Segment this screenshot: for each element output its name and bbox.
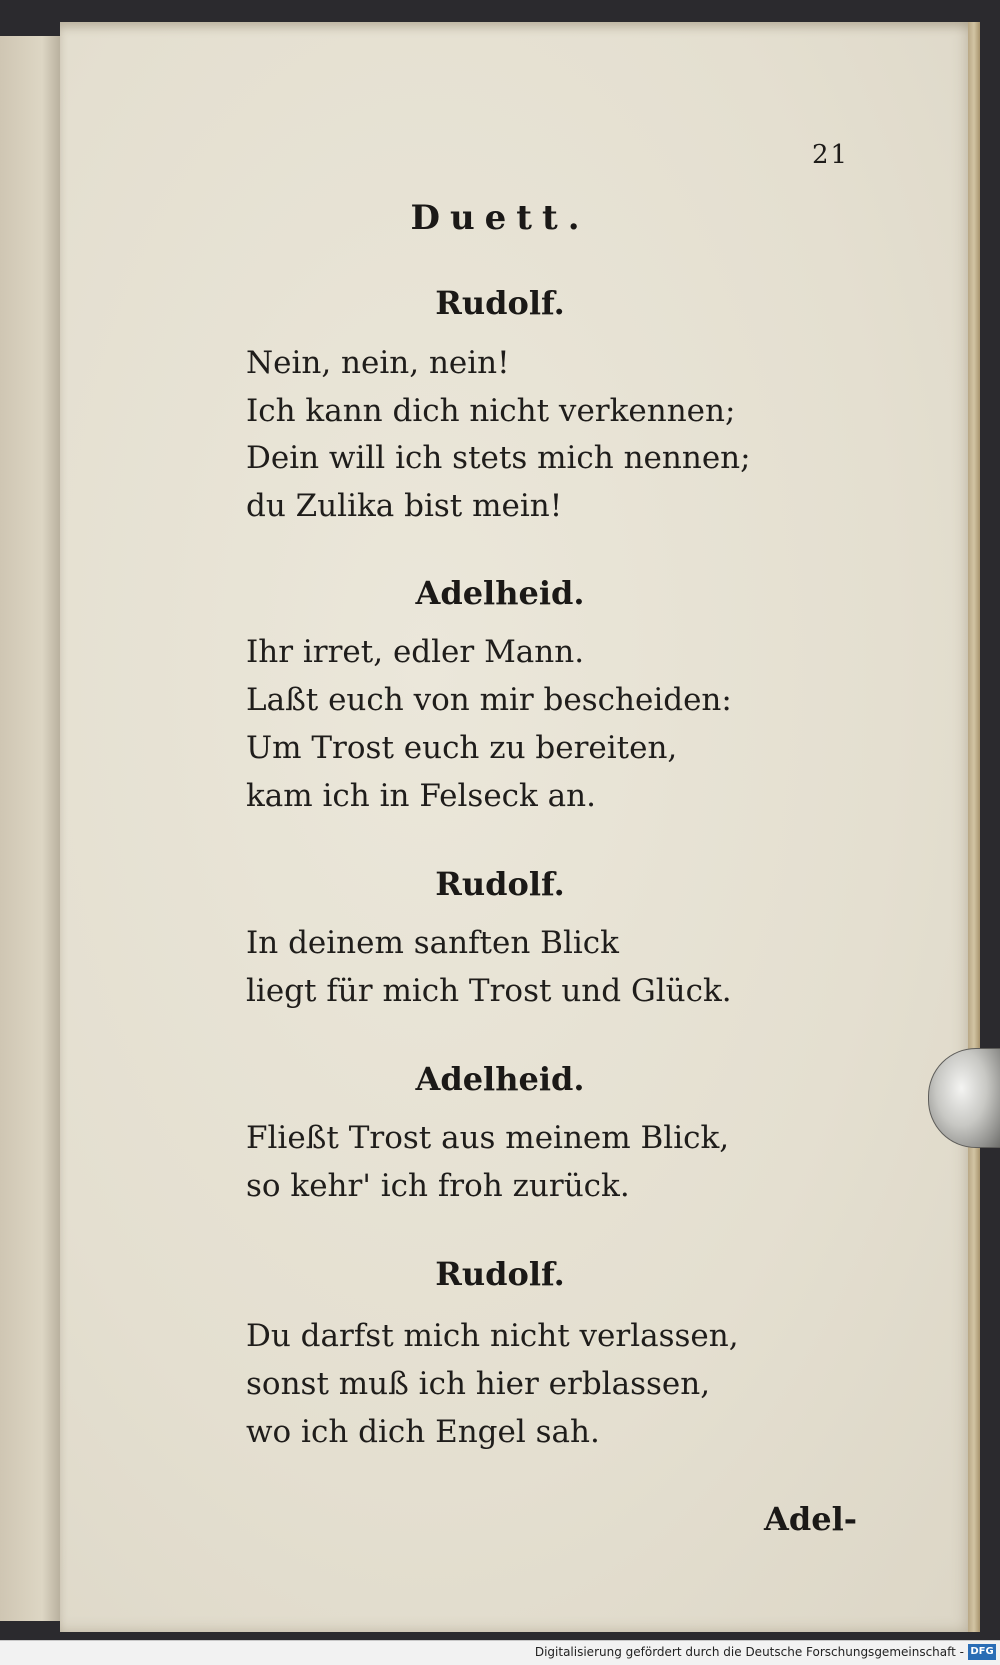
verse-line: wo ich dich Engel sah. (246, 1414, 600, 1450)
verse-line: Fließt Trost aus meinem Blick, (246, 1120, 730, 1156)
verse-line: Ihr irret, edler Mann. (246, 634, 585, 670)
verse-line: Um Trost euch zu bereiten, (246, 730, 678, 766)
speaker-heading: Adelheid. (415, 1060, 585, 1098)
left-page-edge (0, 36, 63, 1621)
verse-line: Dein will ich stets mich nennen; (246, 440, 751, 476)
footer-bar (0, 1640, 1000, 1665)
speaker-heading: Rudolf. (435, 284, 565, 322)
funding-notice: Digitalisierung gefördert durch die Deutsche Forschungsgemeinschaft - (534, 1645, 964, 1659)
verse-line: sonst muß ich hier erblassen, (246, 1366, 711, 1402)
speaker-heading: Rudolf. (435, 1255, 565, 1293)
page-edge (968, 22, 980, 1632)
speaker-heading: Adelheid. (415, 574, 585, 612)
verse-line: Du darfst mich nicht verlassen, (246, 1318, 739, 1354)
page-number: 21 (812, 140, 850, 170)
verse-line: so kehr' ich froh zurück. (246, 1168, 630, 1204)
verse-line: du Zulika bist mein! (246, 488, 563, 524)
speaker-heading: Rudolf. (435, 865, 565, 903)
dfg-logo-icon: DFG (968, 1644, 996, 1660)
verse-line: liegt für mich Trost und Glück. (246, 973, 732, 1009)
verse-line: Laßt euch von mir bescheiden: (246, 682, 732, 718)
page-title: Duett. (410, 198, 590, 238)
verse-line: kam ich in Felseck an. (246, 778, 596, 814)
catchword: Adel- (764, 1500, 857, 1538)
verse-line: Ich kann dich nicht verkennen; (246, 393, 736, 429)
verse-line: Nein, nein, nein! (246, 345, 510, 381)
verse-line: In deinem sanften Blick (246, 925, 619, 961)
